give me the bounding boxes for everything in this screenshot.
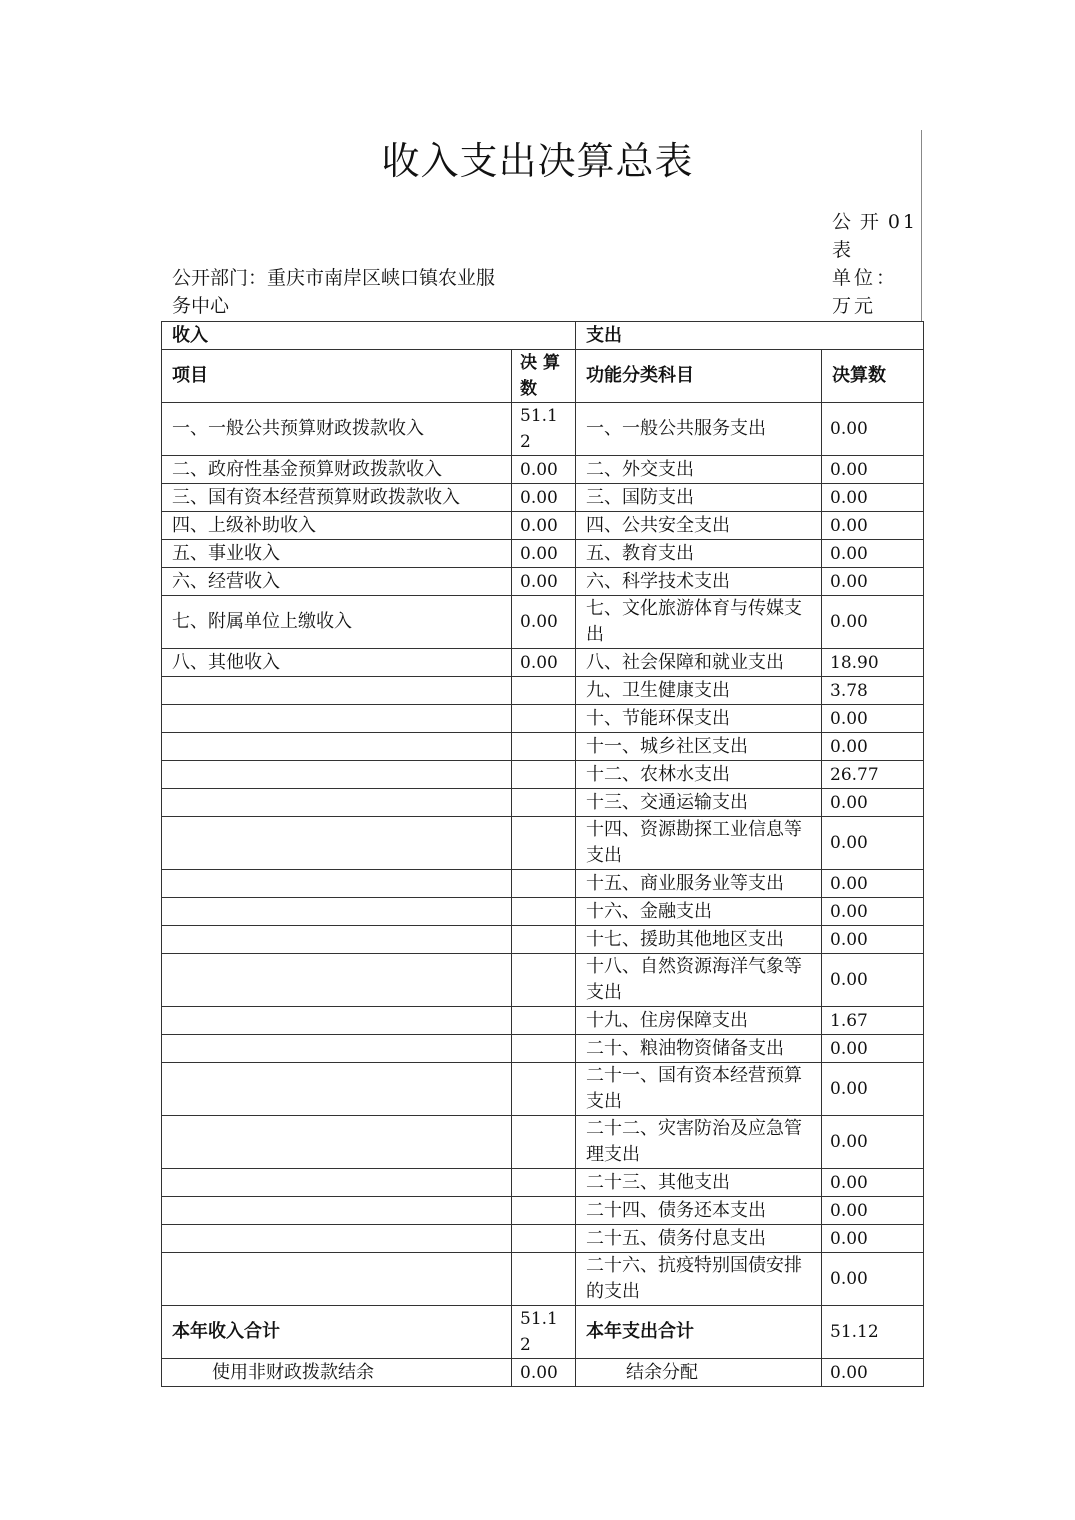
table-row	[162, 1035, 924, 1063]
table-row	[162, 705, 924, 733]
income-item-cell: 三、国有资本经营预算财政拨款收入	[162, 484, 512, 512]
expense-amount-cell: 0.00	[822, 898, 924, 926]
expense-item-cell: 九、卫生健康支出	[576, 677, 822, 705]
income-item-cell: 二、政府性基金预算财政拨款收入	[162, 456, 512, 484]
expense-amount-cell: 0.00	[822, 954, 924, 1007]
expense-amount-cell: 0.00	[822, 456, 924, 484]
expense-amount-cell: 0.00	[822, 1253, 924, 1306]
income-amount-cell: 0.00	[512, 512, 576, 540]
expense-amount-cell: 0.00	[822, 817, 924, 870]
expense-amount-cell: 0.00	[822, 1116, 924, 1169]
income-item-cell	[162, 926, 512, 954]
expense-amount-cell: 0.00	[822, 540, 924, 568]
total-expense-label: 本年支出合计	[576, 1306, 822, 1359]
table-row	[162, 649, 924, 677]
expense-item-cell: 二十、粮油物资储备支出	[576, 1035, 822, 1063]
table-row	[162, 540, 924, 568]
income-item-cell	[162, 789, 512, 817]
expense-item-cell: 八、社会保障和就业支出	[576, 649, 822, 677]
table-row	[162, 926, 924, 954]
table-row	[162, 403, 924, 456]
expense-item-cell: 六、科学技术支出	[576, 568, 822, 596]
income-item-cell	[162, 1007, 512, 1035]
expense-item-cell: 三、国防支出	[576, 484, 822, 512]
income-item-cell	[162, 1225, 512, 1253]
margin-rule	[921, 130, 922, 322]
report-title: 收入支出决算总表	[381, 139, 694, 183]
table-row	[162, 512, 924, 540]
income-amount-cell	[512, 733, 576, 761]
table-row	[162, 1063, 924, 1116]
income-item-cell	[162, 677, 512, 705]
balance-row	[162, 1359, 924, 1387]
income-amount-cell: 0.00	[512, 649, 576, 677]
total-row	[162, 1306, 924, 1359]
expense-amount-cell: 26.77	[822, 761, 924, 789]
income-item-cell	[162, 761, 512, 789]
table-row	[162, 898, 924, 926]
unit-label: 单位：万元	[832, 267, 899, 317]
expense-amount-cell: 18.90	[822, 649, 924, 677]
table-row	[162, 596, 924, 649]
col-item-header: 项目	[162, 350, 512, 403]
expense-item-cell: 十八、自然资源海洋气象等支出	[576, 954, 822, 1007]
expense-item-cell: 二十一、国有资本经营预算支出	[576, 1063, 822, 1116]
table-row	[162, 1007, 924, 1035]
income-item-cell: 七、附属单位上缴收入	[162, 596, 512, 649]
table-row	[162, 456, 924, 484]
income-amount-cell: 0.00	[512, 568, 576, 596]
non-fiscal-balance-amount: 0.00	[512, 1359, 576, 1387]
table-row	[162, 1116, 924, 1169]
income-amount-cell	[512, 677, 576, 705]
expense-item-cell: 五、教育支出	[576, 540, 822, 568]
income-amount-cell	[512, 1225, 576, 1253]
expense-amount-cell: 0.00	[822, 568, 924, 596]
expense-item-cell: 二十二、灾害防治及应急管理支出	[576, 1116, 822, 1169]
expense-amount-cell: 1.67	[822, 1007, 924, 1035]
income-amount-cell	[512, 789, 576, 817]
income-item-cell: 六、经营收入	[162, 568, 512, 596]
income-item-cell	[162, 705, 512, 733]
table-row	[162, 870, 924, 898]
table-row	[162, 1253, 924, 1306]
income-amount-cell	[512, 954, 576, 1007]
table-row	[162, 817, 924, 870]
income-item-cell	[162, 1197, 512, 1225]
expense-amount-cell: 0.00	[822, 1197, 924, 1225]
expense-amount-cell: 0.00	[822, 403, 924, 456]
expense-section-header: 支出	[576, 322, 924, 350]
income-item-cell: 五、事业收入	[162, 540, 512, 568]
expense-item-cell: 二十三、其他支出	[576, 1169, 822, 1197]
expense-amount-cell: 0.00	[822, 512, 924, 540]
table-row	[162, 1197, 924, 1225]
income-item-cell	[162, 1063, 512, 1116]
income-section-header: 收入	[162, 322, 576, 350]
income-amount-cell	[512, 817, 576, 870]
expense-amount-cell: 0.00	[822, 926, 924, 954]
income-amount-cell	[512, 1116, 576, 1169]
surplus-allocation-label: 结余分配	[576, 1359, 822, 1387]
expense-item-cell: 十七、援助其他地区支出	[576, 926, 822, 954]
table-row	[162, 1169, 924, 1197]
income-amount-cell: 0.00	[512, 596, 576, 649]
surplus-allocation-amount: 0.00	[822, 1359, 924, 1387]
expense-item-cell: 二十四、债务还本支出	[576, 1197, 822, 1225]
income-amount-cell	[512, 898, 576, 926]
expense-amount-cell: 0.00	[822, 1063, 924, 1116]
total-income-label: 本年收入合计	[162, 1306, 512, 1359]
table-row	[162, 568, 924, 596]
column-header-row	[162, 350, 924, 403]
expense-item-cell: 十四、资源勘探工业信息等支出	[576, 817, 822, 870]
expense-amount-cell: 0.00	[822, 870, 924, 898]
department-label: 公开部门：重庆市南岸区峡口镇农业服务中心	[172, 267, 496, 317]
table-row	[162, 954, 924, 1007]
income-item-cell	[162, 1116, 512, 1169]
expense-item-cell: 十二、农林水支出	[576, 761, 822, 789]
income-amount-cell	[512, 926, 576, 954]
income-item-cell	[162, 898, 512, 926]
income-amount-cell: 0.00	[512, 540, 576, 568]
income-item-cell: 四、上级补助收入	[162, 512, 512, 540]
table-row	[162, 677, 924, 705]
income-item-cell	[162, 954, 512, 1007]
expense-amount-cell: 0.00	[822, 733, 924, 761]
expense-item-cell: 一、一般公共服务支出	[576, 403, 822, 456]
income-amount-cell: 0.00	[512, 484, 576, 512]
income-item-cell	[162, 1253, 512, 1306]
expense-amount-cell: 3.78	[822, 677, 924, 705]
expense-amount-cell: 0.00	[822, 1035, 924, 1063]
expense-amount-cell: 0.00	[822, 789, 924, 817]
expense-item-cell: 二十六、抗疫特别国债安排的支出	[576, 1253, 822, 1306]
expense-amount-cell: 0.00	[822, 1169, 924, 1197]
income-amount-cell	[512, 1253, 576, 1306]
income-amount-cell	[512, 1007, 576, 1035]
expense-item-cell: 七、文化旅游体育与传媒支出	[576, 596, 822, 649]
income-item-cell	[162, 817, 512, 870]
expense-item-cell: 四、公共安全支出	[576, 512, 822, 540]
income-amount-cell	[512, 1169, 576, 1197]
total-income-amount: 51.12	[512, 1306, 576, 1359]
col-income-amount-header: 决算数	[512, 350, 576, 403]
expense-amount-cell: 0.00	[822, 484, 924, 512]
expense-item-cell: 十一、城乡社区支出	[576, 733, 822, 761]
table-row	[162, 1225, 924, 1253]
form-number: 公开01表	[832, 211, 918, 261]
budget-table	[161, 321, 924, 1387]
table-row	[162, 789, 924, 817]
col-func-header: 功能分类科目	[576, 350, 822, 403]
expense-item-cell: 十六、金融支出	[576, 898, 822, 926]
expense-item-cell: 二十五、债务付息支出	[576, 1225, 822, 1253]
expense-item-cell: 十九、住房保障支出	[576, 1007, 822, 1035]
income-amount-cell	[512, 1035, 576, 1063]
section-header-row	[162, 322, 924, 350]
total-expense-amount: 51.12	[822, 1306, 924, 1359]
table-row	[162, 733, 924, 761]
expense-item-cell: 十、节能环保支出	[576, 705, 822, 733]
income-amount-cell	[512, 761, 576, 789]
income-item-cell	[162, 1035, 512, 1063]
income-amount-cell	[512, 705, 576, 733]
income-item-cell: 一、一般公共预算财政拨款收入	[162, 403, 512, 456]
income-item-cell	[162, 870, 512, 898]
income-amount-cell	[512, 1063, 576, 1116]
table-row	[162, 761, 924, 789]
expense-amount-cell: 0.00	[822, 1225, 924, 1253]
expense-item-cell: 十三、交通运输支出	[576, 789, 822, 817]
expense-item-cell: 二、外交支出	[576, 456, 822, 484]
income-amount-cell: 51.12	[512, 403, 576, 456]
col-expense-amount-header: 决算数	[822, 350, 924, 403]
income-amount-cell	[512, 1197, 576, 1225]
income-amount-cell: 0.00	[512, 456, 576, 484]
income-item-cell	[162, 1169, 512, 1197]
non-fiscal-balance-label: 使用非财政拨款结余	[162, 1359, 512, 1387]
expense-item-cell: 十五、商业服务业等支出	[576, 870, 822, 898]
expense-amount-cell: 0.00	[822, 596, 924, 649]
table-row	[162, 484, 924, 512]
income-item-cell	[162, 733, 512, 761]
income-amount-cell	[512, 870, 576, 898]
expense-amount-cell: 0.00	[822, 705, 924, 733]
income-item-cell: 八、其他收入	[162, 649, 512, 677]
